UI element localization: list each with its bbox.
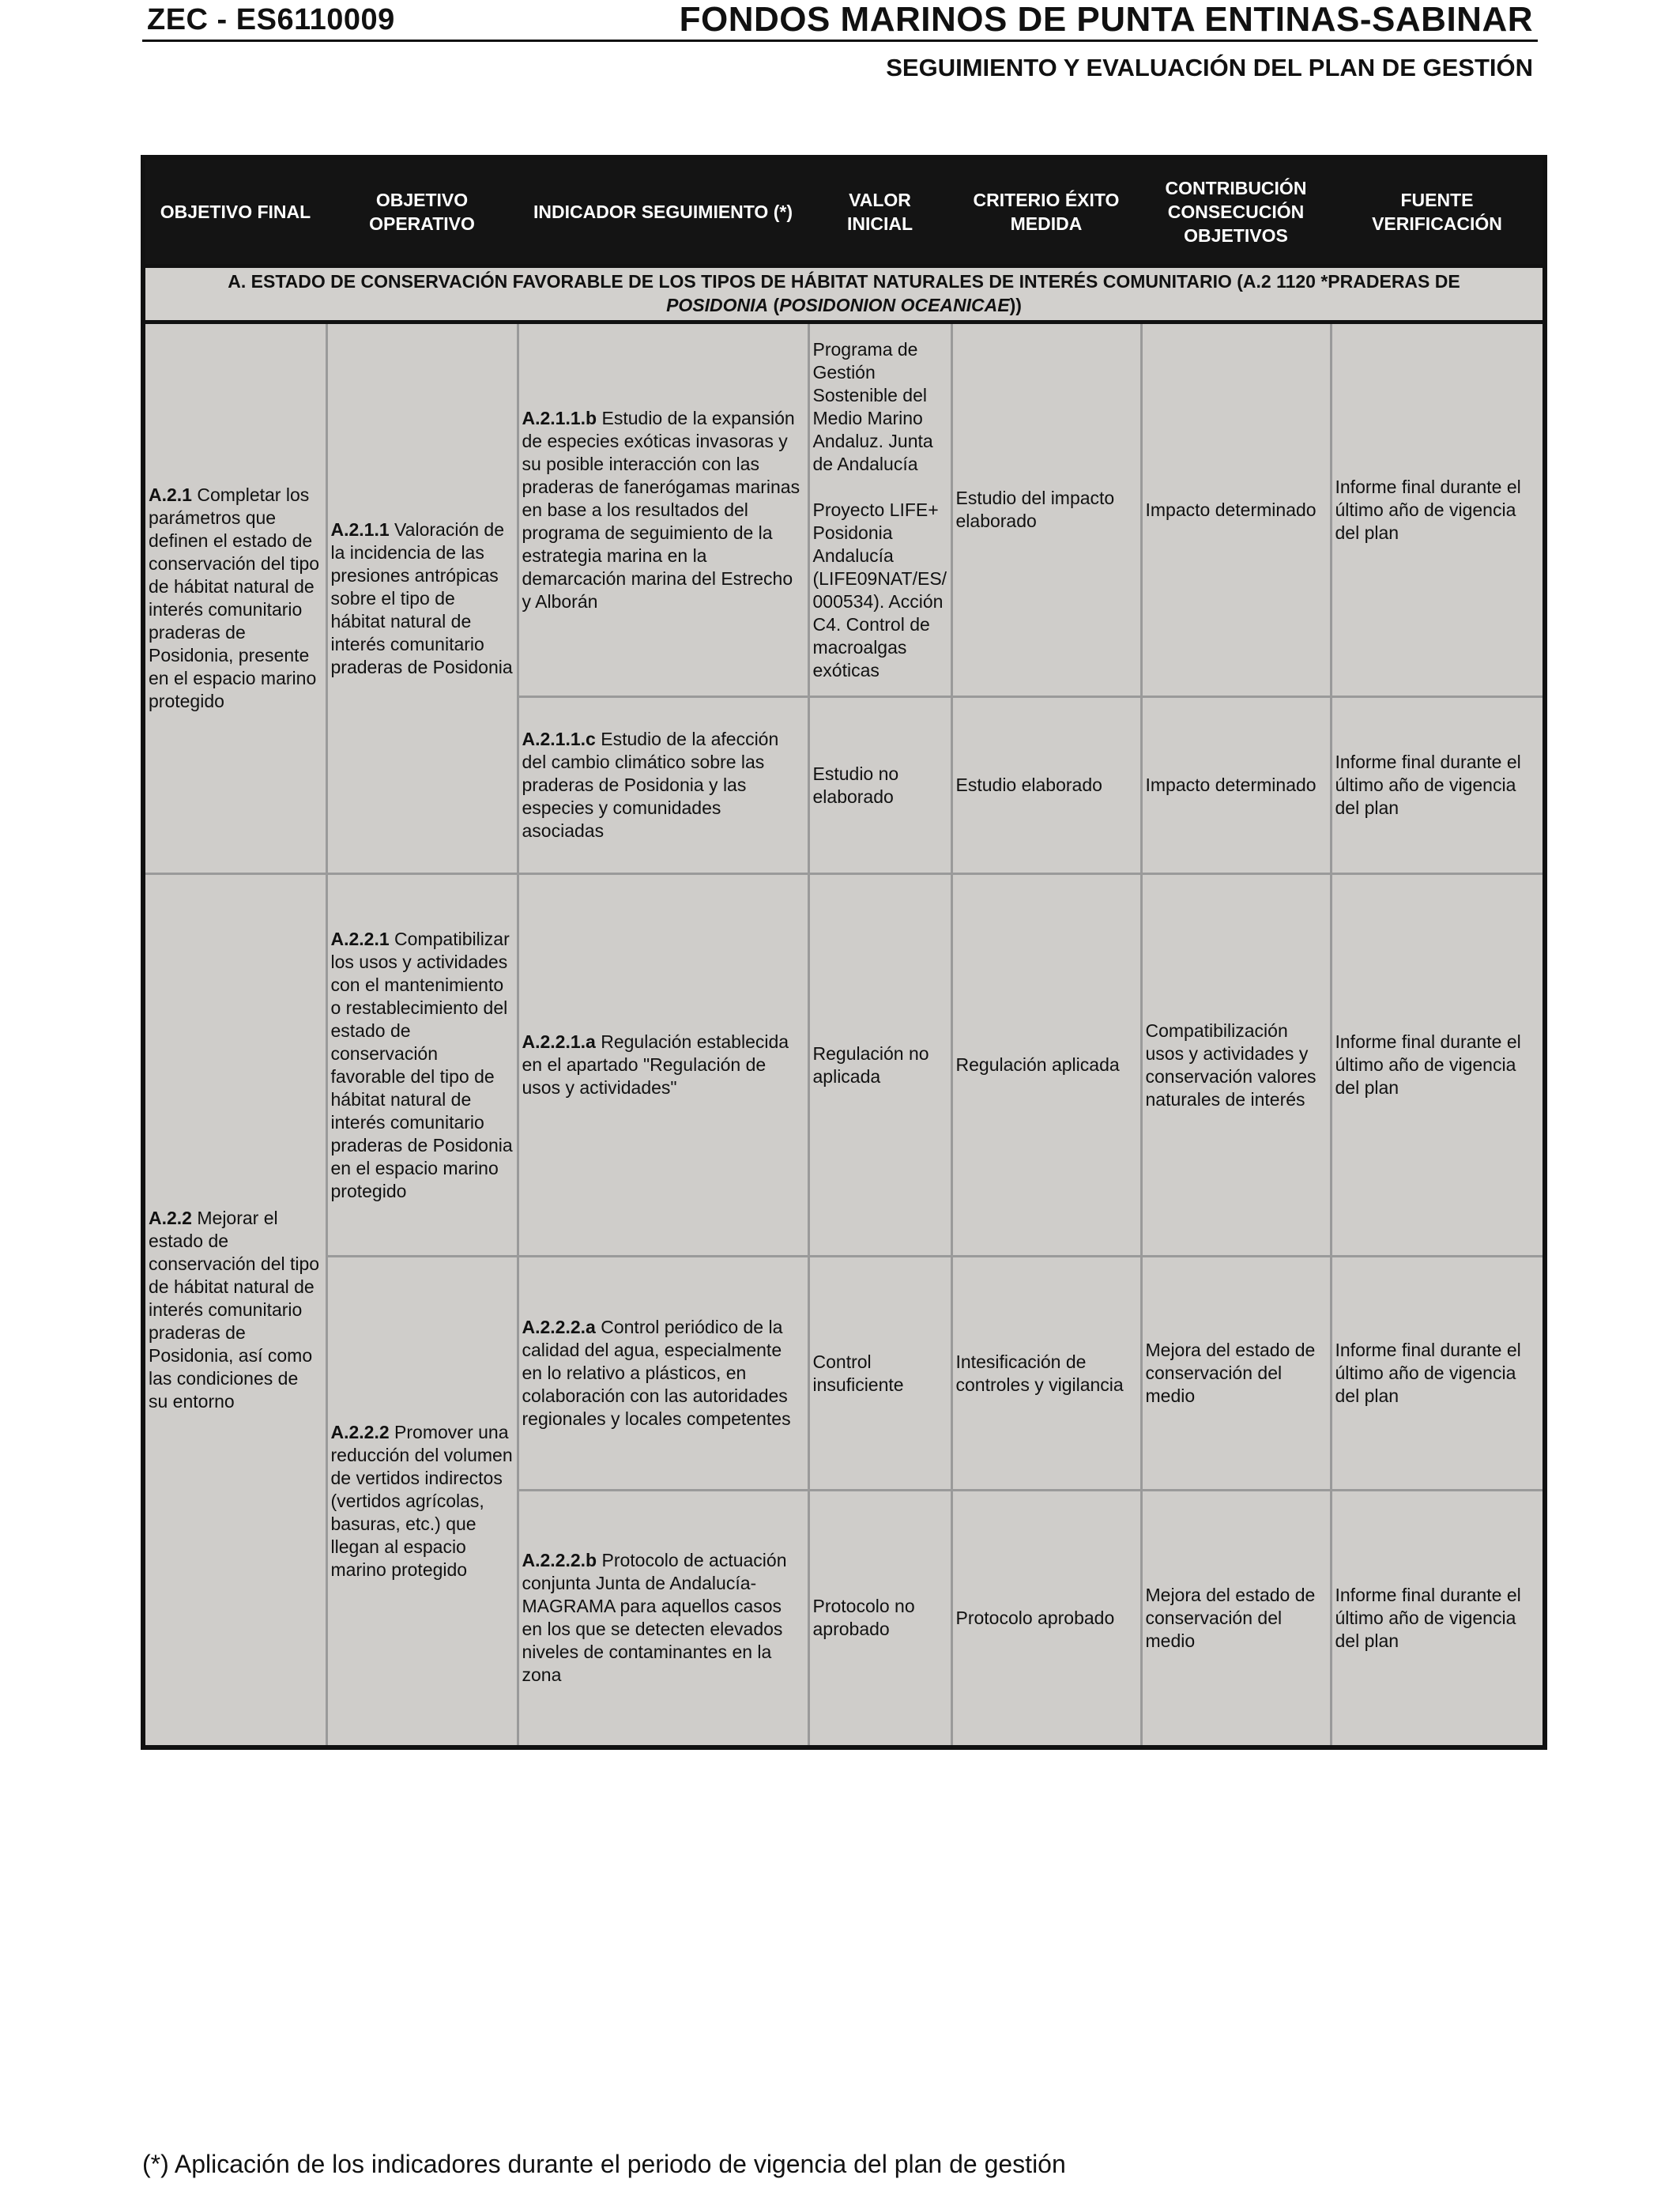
indicator-cell: A.2.1.1.c Estudio de la afección del cambio climático sobre las praderas de Posidonia y las especies y comunidades asociadas: [518, 697, 808, 874]
valor-inicial-cell: Protocolo no aprobado: [808, 1491, 951, 1747]
column-header-contribucion: CONTRIBUCIÓN CONSECUCIÓN OBJETIVOS: [1141, 157, 1331, 266]
fuente-cell: Informe final durante el último año de vigencia del plan: [1331, 874, 1545, 1257]
operative-a221-cell: A.2.2.1 Compatibilizar los usos y actividades con el mantenimiento o restablecimiento del estado de conservación favorable del tipo de hábitat natural de interés comunitario praderas de Posidonia en el espacio marino protegido: [326, 874, 518, 1257]
document-code: ZEC - ES6110009: [147, 3, 395, 36]
criterio-cell: Estudio elaborado: [951, 697, 1141, 874]
contribucion-cell: Impacto determinado: [1141, 322, 1331, 697]
valor-inicial-cell: Programa de Gestión Sostenible del Medio Marino Andaluz. Junta de Andalucía Proyecto LIFE+ Posidonia Andalucía (LIFE09NAT/ES/ 000534). Acción C4. Control de macroalgas exóticas: [808, 322, 951, 697]
indicator-cell: A.2.2.2.b Protocolo de actuación conjunta Junta de Andalucía-MAGRAMA para aquellos casos en los que se detecten elevados niveles de contaminantes en la zona: [518, 1491, 808, 1747]
valor-inicial-cell: Estudio no elaborado: [808, 697, 951, 874]
header-divider: [142, 40, 1538, 42]
section-heading: A. ESTADO DE CONSERVACIÓN FAVORABLE DE LOS TIPOS DE HÁBITAT NATURALES DE INTERÉS COMUNITARIO (A.2 1120 *PRADERAS DE POSIDONIA (POSIDONION OCEANICAE)): [143, 266, 1545, 322]
table-row: [143, 874, 1545, 1257]
column-header-indicador: INDICADOR SEGUIMIENTO (*): [518, 157, 808, 266]
criterio-cell: Intesificación de controles y vigilancia: [951, 1257, 1141, 1491]
valor-inicial-cell: Control insuficiente: [808, 1257, 951, 1491]
document-subtitle: SEGUIMIENTO Y EVALUACIÓN DEL PLAN DE GESTIÓN: [886, 54, 1533, 81]
fuente-cell: Informe final durante el último año de vigencia del plan: [1331, 1491, 1545, 1747]
fuente-cell: Informe final durante el último año de vigencia del plan: [1331, 697, 1545, 874]
indicator-cell: A.2.1.1.b Estudio de la expansión de especies exóticas invasoras y su posible interacción con las praderas de fanerógamas marinas en base a los resultados del programa de seguimiento de la estrategia marina en la demarcación marina del Estrecho y Alborán: [518, 322, 808, 697]
valor-inicial-cell: Regulación no aplicada: [808, 874, 951, 1257]
section-row: [143, 266, 1545, 322]
contribucion-cell: Mejora del estado de conservación del medio: [1141, 1257, 1331, 1491]
indicator-cell: A.2.2.1.a Regulación establecida en el apartado "Regulación de usos y actividades": [518, 874, 808, 1257]
table-header-row: [143, 157, 1545, 266]
table-row: [143, 1257, 1545, 1491]
column-header-fuente: FUENTE VERIFICACIÓN: [1331, 157, 1545, 266]
objective-a22-cell: A.2.2 Mejorar el estado de conservación del tipo de hábitat natural de interés comunitario praderas de Posidonia, así como las condiciones de su entorno: [143, 874, 326, 1747]
column-header-objetivo-operativo: OBJETIVO OPERATIVO: [326, 157, 518, 266]
fuente-cell: Informe final durante el último año de vigencia del plan: [1331, 322, 1545, 697]
document-title: FONDOS MARINOS DE PUNTA ENTINAS-SABINAR: [679, 0, 1533, 39]
objective-a21-cell: A.2.1 Completar los parámetros que definen el estado de conservación del tipo de hábitat natural de interés comunitario praderas de Posidonia, presente en el espacio marino protegido: [143, 322, 326, 874]
indicator-cell: A.2.2.2.a Control periódico de la calidad del agua, especialmente en lo relativo a plásticos, en colaboración con las autoridades regionales y locales competentes: [518, 1257, 808, 1491]
operative-a222-cell: A.2.2.2 Promover una reducción del volumen de vertidos indirectos (vertidos agrícolas, basuras, etc.) que llegan al espacio marino protegido: [326, 1257, 518, 1747]
column-header-valor-inicial: VALOR INICIAL: [808, 157, 951, 266]
contribucion-cell: Impacto determinado: [1141, 697, 1331, 874]
operative-a211-cell: A.2.1.1 Valoración de la incidencia de las presiones antrópicas sobre el tipo de hábitat natural de interés comunitario praderas de Posidonia: [326, 322, 518, 874]
criterio-cell: Estudio del impacto elaborado: [951, 322, 1141, 697]
management-plan-table: [141, 155, 1547, 1750]
table-row: [143, 322, 1545, 697]
criterio-cell: Protocolo aprobado: [951, 1491, 1141, 1747]
criterio-cell: Regulación aplicada: [951, 874, 1141, 1257]
contribucion-cell: Mejora del estado de conservación del medio: [1141, 1491, 1331, 1747]
column-header-criterio: CRITERIO ÉXITO MEDIDA: [951, 157, 1141, 266]
footnote: (*) Aplicación de los indicadores durante el periodo de vigencia del plan de gestión: [142, 2150, 1066, 2178]
contribucion-cell: Compatibilización usos y actividades y conservación valores naturales de interés: [1141, 874, 1331, 1257]
column-header-objetivo-final: OBJETIVO FINAL: [143, 157, 326, 266]
fuente-cell: Informe final durante el último año de vigencia del plan: [1331, 1257, 1545, 1491]
